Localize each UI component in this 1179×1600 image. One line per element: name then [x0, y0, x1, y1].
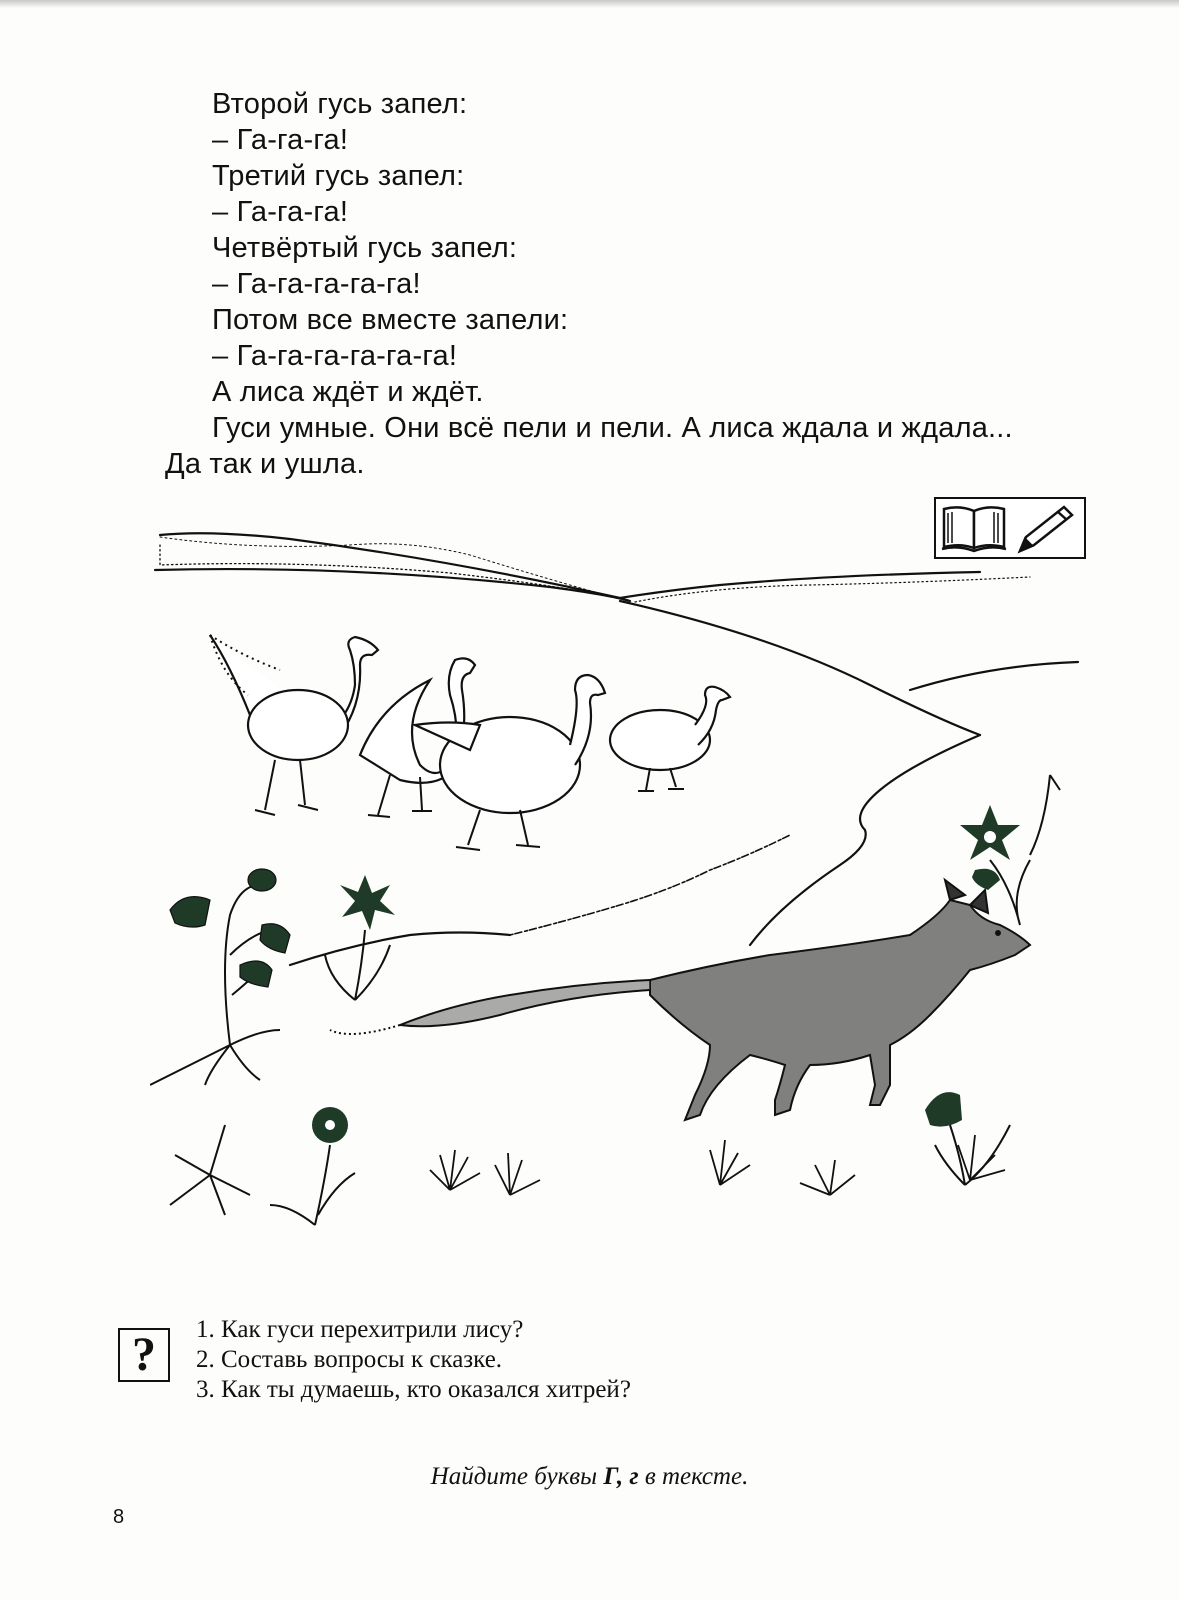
question-item: 2. Составь вопросы к сказке. [196, 1346, 503, 1373]
flower-bell-1 [170, 897, 210, 927]
page-top-edge [0, 0, 1179, 8]
flower-right-bottom [925, 1092, 962, 1127]
hill-far-left [160, 533, 980, 598]
illustration-geese-and-fox [150, 525, 1120, 1265]
question-item: 3. Как ты думаешь, кто оказался хитрей? [196, 1376, 631, 1403]
goose-1 [210, 635, 378, 815]
hill-right [910, 662, 1078, 690]
page-number: 8 [113, 1506, 125, 1528]
flower-bell-3 [260, 924, 290, 953]
story-line: – Га-га-га-га-га! [212, 268, 421, 300]
story-line: – Га-га-га! [212, 196, 349, 228]
question-item: 1. Как гуси перехитрили лису? [196, 1316, 524, 1343]
goose-4 [610, 687, 730, 791]
goose-3 [415, 675, 605, 850]
instruction-after: в тексте. [638, 1463, 749, 1490]
story-line: Третий гусь запел: [212, 160, 465, 192]
story-line: Гуси умные. Они всё пели и пели. А лиса ждала и ждала... [212, 412, 1013, 444]
story-line: – Га-га-га-га-га-га! [212, 340, 458, 372]
instruction-before: Найдите буквы [430, 1463, 604, 1490]
story-line: Четвёртый гусь запел: [212, 232, 518, 264]
story-line: – Га-га-га! [212, 124, 349, 156]
flower-bell-2 [248, 869, 276, 891]
flower-right-top [960, 805, 1020, 890]
instruction-letters: Г, г [603, 1463, 639, 1490]
star-flower-left [340, 875, 395, 930]
grass [430, 1135, 1005, 1195]
story-line: Потом все вместе запели: [212, 304, 569, 336]
story-line: Второй гусь запел: [212, 88, 468, 120]
story-line: Да так и ушла. [165, 448, 365, 480]
question-mark-box: ? [118, 1328, 170, 1382]
fox [330, 880, 1030, 1120]
story-line: А лиса ждёт и ждёт. [212, 376, 484, 408]
dark-flower-bottom [312, 1107, 348, 1143]
instruction-text [0, 1463, 1179, 1491]
